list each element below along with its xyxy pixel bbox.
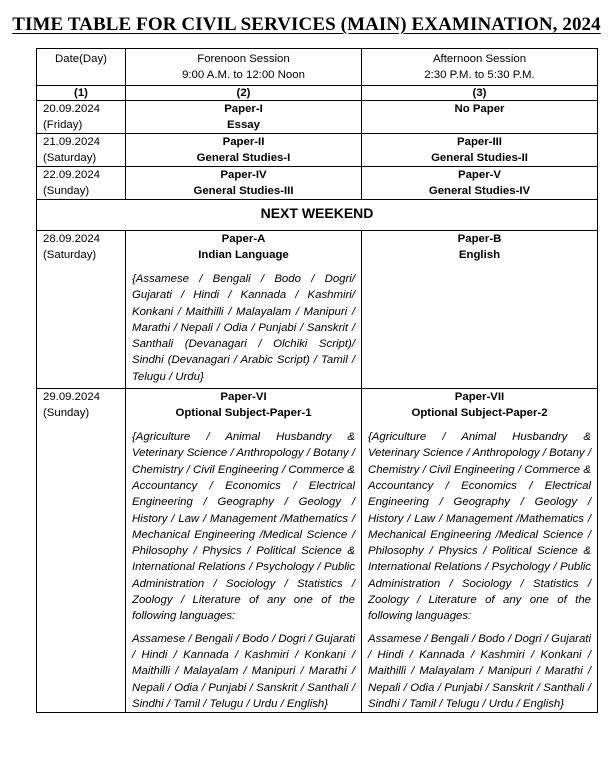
subject-label: Indian Language	[198, 249, 289, 261]
subject-label: General Studies-IV	[428, 185, 531, 197]
table-row	[37, 134, 598, 167]
header-date-day	[37, 49, 126, 86]
subject-label: General Studies-I	[196, 152, 291, 164]
paper-label: Paper-II	[222, 136, 265, 148]
column-number-row	[37, 86, 598, 101]
forenoon-label: Forenoon Session	[197, 53, 290, 65]
day: (Sunday)	[43, 407, 90, 420]
literature-language-list: Assamese / Bengali / Bodo / Dogri / Gujarati / Hindi / Kannada / Kashmiri / Konkani / Maithilli / Malayalam / Manipuri / Marathi / Nepali / Odia / Punjabi / Sanskrit / Santhali / Sindhi / Tamil / Telugu / Urdu / English}	[368, 632, 591, 710]
paper-label: Paper-III	[457, 136, 502, 148]
date: 28.09.2024	[43, 233, 101, 245]
paper-label: Paper-VII	[454, 391, 505, 404]
header-date-day-label: Date(Day)	[55, 53, 107, 65]
date-cell	[37, 389, 126, 713]
date-cell	[37, 167, 126, 200]
paper-label: Paper-V	[457, 169, 502, 181]
paper-label: Paper-IV	[220, 169, 267, 181]
next-weekend-row	[37, 200, 598, 231]
afternoon-cell	[362, 231, 598, 389]
afternoon-time: 2:30 P.M. to 5:30 P.M.	[424, 69, 535, 81]
afternoon-cell	[362, 134, 598, 167]
timetable	[36, 48, 598, 713]
forenoon-cell	[126, 389, 362, 713]
forenoon-cell	[126, 231, 362, 389]
paper-label: Paper-A	[221, 233, 266, 245]
header-forenoon	[126, 49, 362, 86]
afternoon-label: Afternoon Session	[432, 53, 527, 65]
next-weekend-heading: NEXT WEEKEND	[37, 200, 598, 231]
afternoon-cell	[362, 389, 598, 713]
day: (Sunday)	[43, 185, 90, 197]
paper-label: No Paper	[454, 103, 505, 115]
table-row	[37, 101, 598, 134]
paper-label: Paper-B	[457, 233, 502, 245]
language-list: {Assamese / Bengali / Bodo / Dogri/ Gujarati / Hindi / Kannada / Kashmiri/ Konkani / Maithilli / Malayalam / Manipuri / Marathi / Nepali / Odia / Punjabi / Sanskrit / Santhali (Devanagari / Olchiki Script)/ Sindhi (Devanagari / Arabic Script) / Tamil / Telugu / Urdu}	[132, 273, 355, 383]
date: 20.09.2024	[43, 103, 101, 115]
forenoon-cell	[126, 134, 362, 167]
subject-label: General Studies-II	[431, 152, 528, 164]
optional-subject-list: {Agriculture / Animal Husbandry & Veterinary Science / Anthropology / Botany / Chemistry / Civil Engineering / Commerce & Accountancy / Economics / Electrical Engineering / Geography / Geology / History / Law / Management /Mathematics / Mechanical Engineering /Medical Science / Philosophy / Physics / Political Science & International Relations / Psychology / Public Administration / Sociology / Statistics / Zoology / Literature of any one of the following languages:	[368, 431, 591, 623]
subject-label: Optional Subject-Paper-2	[411, 407, 548, 420]
subject-label: Optional Subject-Paper-1	[175, 407, 312, 420]
date-cell	[37, 134, 126, 167]
day: (Friday)	[43, 119, 83, 131]
afternoon-cell	[362, 167, 598, 200]
subject-label: General Studies-III	[193, 185, 294, 197]
paper-label: Paper-VI	[220, 391, 267, 404]
afternoon-cell	[362, 101, 598, 134]
col-number-1: (1)	[37, 86, 126, 101]
date: 21.09.2024	[43, 136, 101, 148]
forenoon-cell	[126, 167, 362, 200]
day: (Saturday)	[43, 152, 97, 164]
table-row	[37, 231, 598, 389]
col-number-2: (2)	[126, 86, 362, 101]
optional-subject-list: {Agriculture / Animal Husbandry & Veterinary Science / Anthropology / Botany / Chemistry / Civil Engineering / Commerce & Accountancy / Economics / Electrical Engineering / Geography / Geology / History / Law / Management /Mathematics / Mechanical Engineering /Medical Science / Philosophy / Physics / Political Science & International Relations / Psychology / Public Administration / Sociology / Statistics / Zoology / Literature of any one of the following languages:	[132, 431, 355, 623]
page-title: TIME TABLE FOR CIVIL SERVICES (MAIN) EXAMINATION, 2024	[12, 14, 601, 35]
forenoon-cell	[126, 101, 362, 134]
paper-label: Paper-I	[224, 103, 263, 115]
subject-label: English	[458, 249, 501, 261]
date-cell	[37, 101, 126, 134]
literature-language-list: Assamese / Bengali / Bodo / Dogri / Gujarati / Hindi / Kannada / Kashmiri / Konkani / Maithilli / Malayalam / Manipuri / Marathi / Nepali / Odia / Punjabi / Sanskrit / Santhali / Sindhi / Tamil / Telugu / Urdu / English}	[132, 632, 355, 710]
date: 29.09.2024	[43, 391, 101, 404]
subject-label: Essay	[227, 119, 260, 131]
header-afternoon	[362, 49, 598, 86]
forenoon-time: 9:00 A.M. to 12:00 Noon	[182, 69, 305, 81]
date-cell	[37, 231, 126, 389]
header-row	[37, 49, 598, 86]
date: 22.09.2024	[43, 169, 101, 181]
table-row	[37, 167, 598, 200]
col-number-3: (3)	[362, 86, 598, 101]
table-row	[37, 389, 598, 713]
day: (Saturday)	[43, 249, 97, 261]
